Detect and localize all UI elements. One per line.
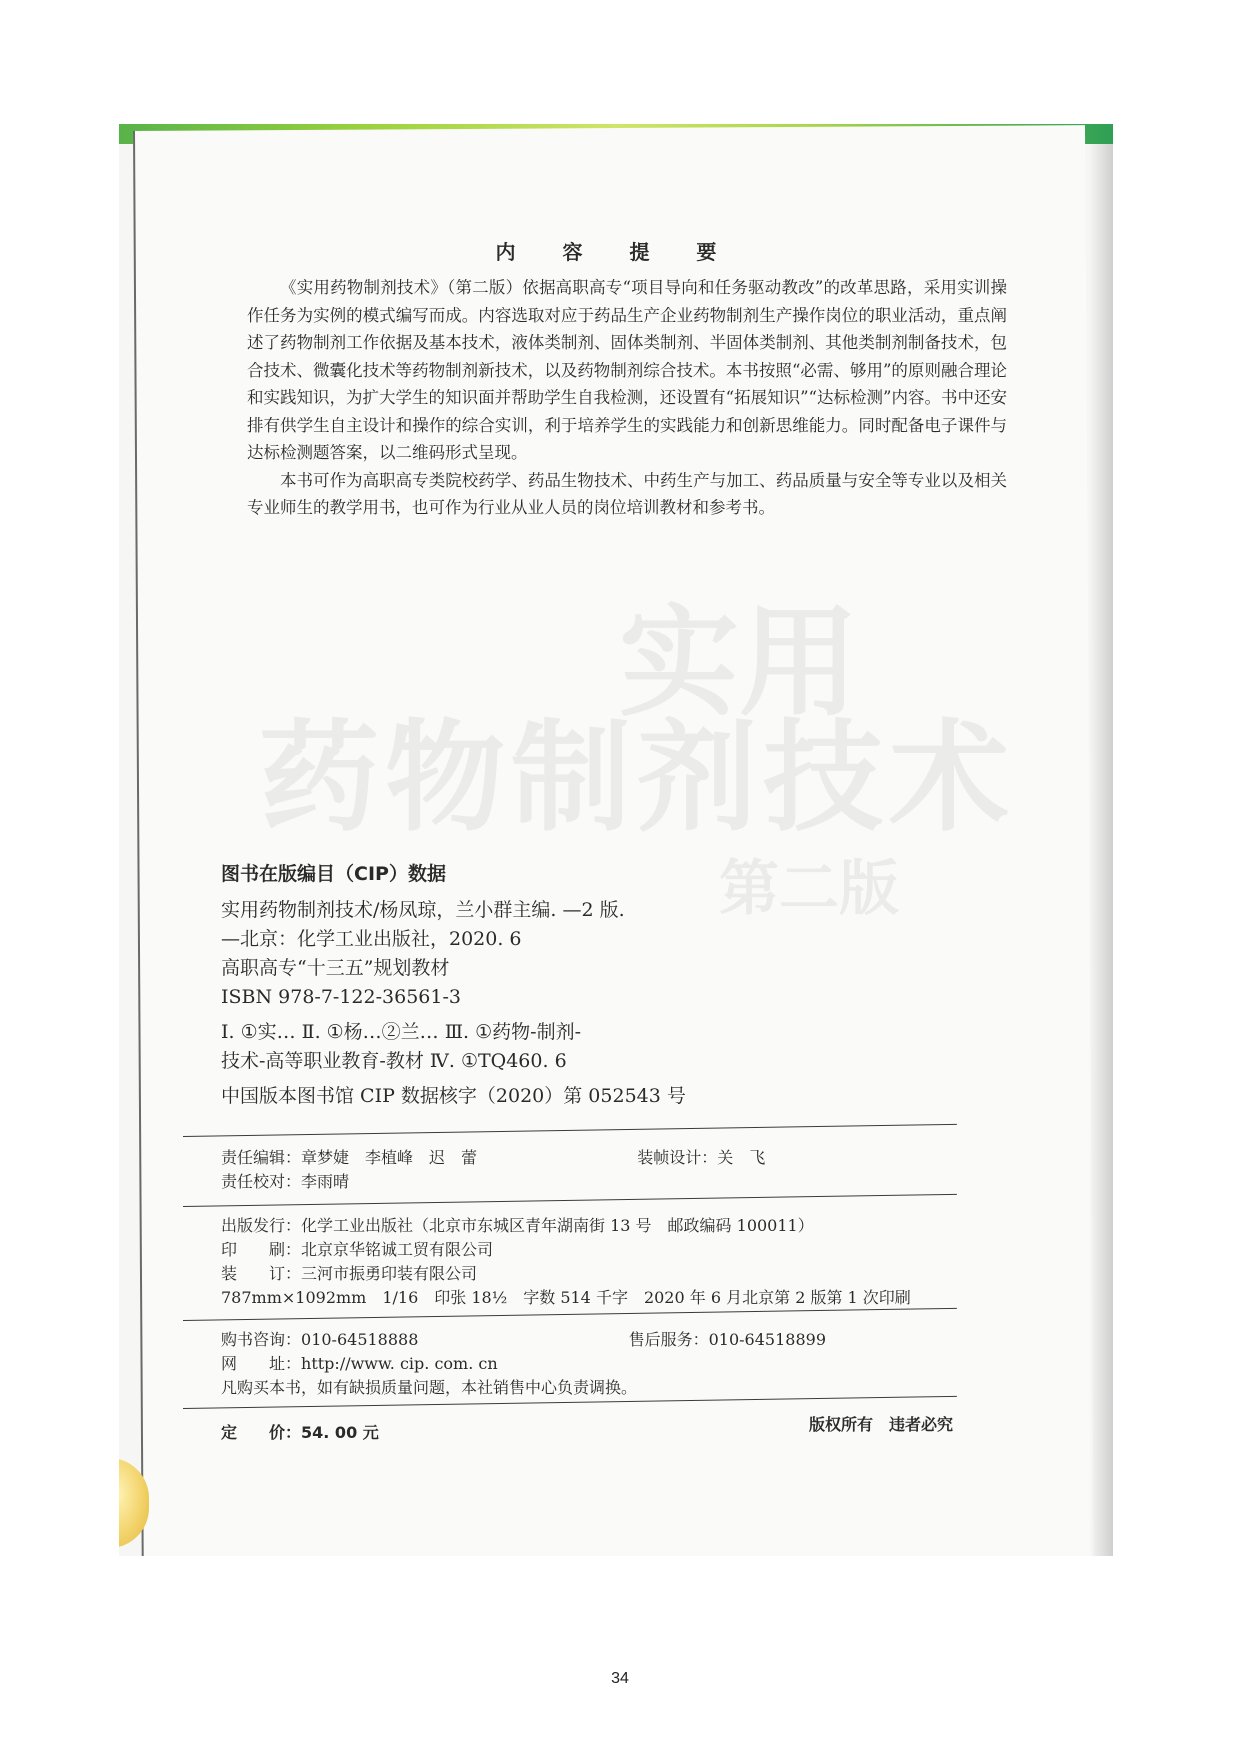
price-label: 定 价： <box>221 1423 302 1442</box>
scanned-page-photo <box>119 124 1113 1556</box>
cip-heading: 图书在版编目（CIP）数据 <box>221 863 446 885</box>
divider-2 <box>183 1194 957 1207</box>
publisher-row <box>221 1214 981 1238</box>
watermark-line-2: 药物制剂技术 <box>259 709 1015 848</box>
publisher-label: 出版发行： <box>221 1216 302 1235</box>
service-label: 售后服务： <box>628 1330 709 1349</box>
cip-title-line: 实用药物制剂技术/杨凤琼，兰小群主编. —2 版. <box>221 899 625 921</box>
website-value: http://www. cip. com. cn <box>301 1354 498 1373</box>
editors-section <box>221 1146 981 1194</box>
page-number: 34 <box>611 1670 629 1687</box>
bind-label: 装 订： <box>221 1264 302 1283</box>
cip-isbn-line: ISBN 978-7-122-36561-3 <box>221 986 461 1008</box>
summary-text <box>247 274 1007 522</box>
proof-label: 责任校对： <box>221 1172 302 1191</box>
service-value: 010-64518899 <box>708 1330 826 1349</box>
proof-name: 李雨晴 <box>301 1172 350 1191</box>
summary-paragraph-2: 本书可作为高职高专类院校药学、药品生物技术、中药生产与加工、药品质量与安全等专业以及相关专业师生的教学用书，也可作为行业从业人员的岗位培训教材和参考书。 <box>247 470 1007 517</box>
inquiry-label: 购书咨询： <box>221 1330 302 1349</box>
website-label: 网 址： <box>221 1354 302 1373</box>
editor-row <box>221 1146 981 1170</box>
cip-data-block <box>221 896 861 1111</box>
cip-classification-line-1: Ⅰ. ①实… Ⅱ. ①杨…②兰… Ⅲ. ①药物-制剂- <box>221 1021 581 1043</box>
replacement-notice: 凡购买本书，如有缺损质量问题，本社销售中心负责调换。 <box>221 1378 638 1397</box>
cip-record-number: 中国版本图书馆 CIP 数据核字（2020）第 052543 号 <box>221 1085 686 1107</box>
printer-row <box>221 1238 981 1262</box>
summary-paragraph-1: 《实用药物制剂技术》（第二版）依据高职高专“项目导向和任务驱动教改”的改革思路，采用实训操作任务为实例的模式编写而成。内容选取对应于药品生产企业药物制剂生产操作岗位的职业活动，重点阐述了药物制剂工作依据及基本技术，液体类制剂、固体类制剂、半固体类制剂、其他类制剂制备技术，包合技术、微囊化技术等药物制剂新技术，以及药物制剂综合技术。本书按照“必需、够用”的原则融合理论和实践知识，为扩大学生的知识面并帮助学生自我检测，还设置有“拓展知识”“达标检测”内容。书中还安排有供学生自主设计和操作的综合实训，利于培养学生的实践能力和创新思维能力。同时配备电子课件与达标检测题答案，以二维码形式呈现。 <box>247 278 1007 462</box>
editor-label: 责任编辑： <box>221 1148 302 1167</box>
watermark-line-1: 实用 <box>619 594 859 733</box>
inquiry-row <box>221 1328 981 1352</box>
publishing-section <box>221 1214 981 1310</box>
proofreader-row <box>221 1170 981 1194</box>
contact-section <box>221 1328 981 1400</box>
cip-classification-line-2: 技术-高等职业教育-教材 Ⅳ. ①TQ460. 6 <box>221 1050 567 1072</box>
editor-names: 章梦婕 李植峰 迟 蕾 <box>301 1148 478 1167</box>
publisher-value: 化学工业出版社（北京市东城区青年湖南街 13 号 邮政编码 100011） <box>301 1216 814 1235</box>
website-row <box>221 1352 981 1376</box>
cip-series-line: 高职高专“十三五”规划教材 <box>221 957 450 979</box>
bind-value: 三河市振勇印装有限公司 <box>301 1264 478 1283</box>
page-content <box>119 124 1113 1556</box>
price-value: 54. 00 元 <box>301 1423 379 1442</box>
cip-publisher-line: —北京：化学工业出版社，2020. 6 <box>221 928 522 950</box>
inquiry-value: 010-64518888 <box>301 1330 419 1349</box>
summary-title: 内 容 提 要 <box>495 240 737 264</box>
print-label: 印 刷： <box>221 1240 302 1259</box>
price-row <box>221 1420 379 1443</box>
print-value: 北京京华铭诚工贸有限公司 <box>301 1240 494 1259</box>
design-name: 关 飞 <box>717 1148 766 1167</box>
binding-row <box>221 1262 981 1286</box>
specs-row: 787mm×1092mm 1/16 印张 18½ 字数 514 千字 2020 年 6 月北京第 2 版第 1 次印刷 <box>221 1288 911 1307</box>
watermark-line-3: 第二版 <box>719 854 899 924</box>
copyright-notice: 版权所有 违者必究 <box>809 1415 954 1434</box>
design-label: 装帧设计： <box>637 1148 718 1167</box>
divider-1 <box>183 1124 957 1137</box>
